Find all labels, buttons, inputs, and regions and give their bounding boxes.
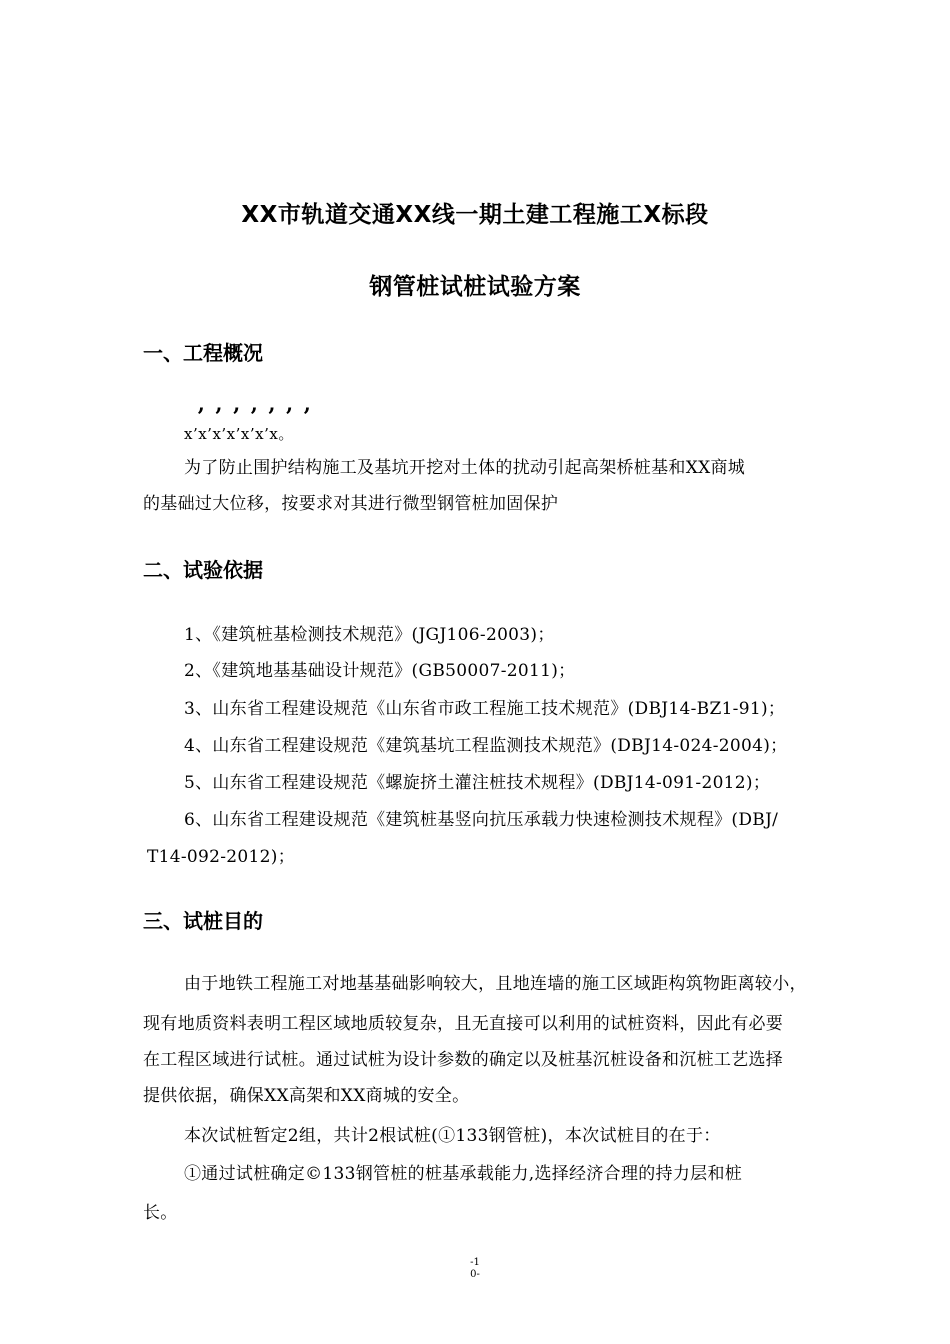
basis-item-3: 3、山东省工程建设规范《山东省市政工程施工技术规范》(DBJ14-BZ1-91)； bbox=[184, 699, 786, 719]
apostrophe-marks: ’’’’’’’ bbox=[197, 404, 321, 430]
document-title: XX市轨道交通XX线一期土建工程施工X标段 bbox=[241, 202, 709, 228]
basis-item-4: 4、山东省工程建设规范《建筑基坑工程监测技术规范》(DBJ14-024-2004)； bbox=[184, 736, 788, 756]
purpose-paragraph-line4: 提供依据，确保XX高架和XX商城的安全。 bbox=[143, 1086, 470, 1106]
overview-paragraph-line2: 的基础过大位移，按要求对其进行微型钢管桩加固保护 bbox=[143, 494, 559, 514]
purpose-paragraph-3-line2: 长。 bbox=[143, 1203, 178, 1223]
section-heading-overview: 一、工程概况 bbox=[143, 341, 263, 365]
purpose-paragraph-2: 本次试桩暂定2组，共计2根试桩(①133钢管桩)，本次试桩目的在于： bbox=[184, 1126, 721, 1146]
page-number bbox=[0, 1257, 950, 1281]
page-number-line2: 0- bbox=[470, 1269, 480, 1280]
basis-item-2: 2、《建筑地基基础设计规范》(GB50007-2011)； bbox=[184, 661, 576, 681]
purpose-paragraph-line1: 由于地铁工程施工对地基基础影响较大，且地连墙的施工区域距构筑物距离较小， bbox=[184, 974, 807, 994]
basis-item-5: 5、山东省工程建设规范《螺旋挤土灌注桩技术规程》(DBJ14-091-2012)； bbox=[184, 773, 771, 793]
placeholder-line: x’x’x’x’x’x’x。 bbox=[184, 425, 294, 443]
overview-paragraph-line1: 为了防止围护结构施工及基坑开挖对土体的扰动引起高架桥桩基和XX商城 bbox=[184, 458, 746, 478]
section-heading-basis: 二、试验依据 bbox=[143, 558, 263, 582]
purpose-paragraph-3-line1: ①通过试桩确定©133钢管桩的桩基承载能力,选择经济合理的持力层和桩 bbox=[184, 1164, 743, 1184]
section-heading-purpose: 三、试桩目的 bbox=[143, 909, 263, 933]
basis-item-6-continued: T14-092-2012)； bbox=[147, 847, 296, 867]
document-subtitle: 钢管桩试桩试验方案 bbox=[369, 274, 581, 300]
page-number-line1: -1 bbox=[470, 1257, 480, 1268]
purpose-paragraph-line2: 现有地质资料表明工程区域地质较复杂，且无直接可以利用的试桩资料，因此有必要 bbox=[143, 1014, 784, 1034]
basis-item-1: 1、《建筑桩基检测技术规范》(JGJ106-2003)； bbox=[184, 625, 555, 645]
purpose-paragraph-line3: 在工程区域进行试桩。通过试桩为设计参数的确定以及桩基沉桩设备和沉桩工艺选择 bbox=[143, 1050, 784, 1070]
basis-item-6: 6、山东省工程建设规范《建筑桩基竖向抗压承载力快速检测技术规程》(DBJ/ bbox=[184, 810, 779, 830]
